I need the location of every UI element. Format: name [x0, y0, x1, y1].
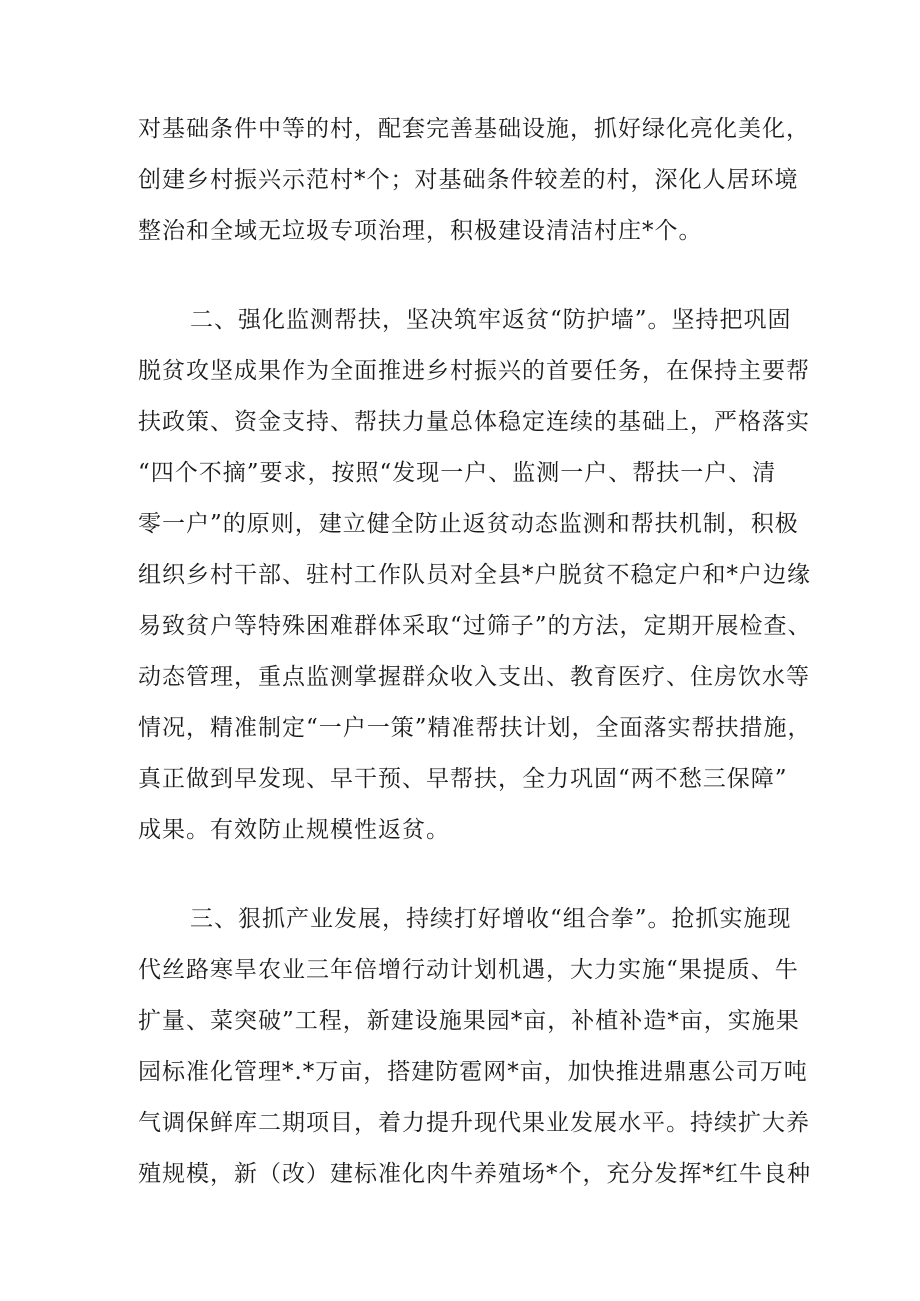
text-line: 脱贫攻坚成果作为全面推进乡村振兴的首要任务，在保持主要帮 — [138, 358, 810, 384]
text-line: 零一户”的原则，建立健全防止返贫动态监测和帮扶机制，积极 — [138, 511, 799, 537]
text-line: 殖规模，新（改）建标准化肉牛养殖场*个，充分发挥*红牛良种 — [138, 1161, 811, 1187]
text-line: 代丝路寒旱农业三年倍增行动计划机遇，大力实施“果提质、牛 — [138, 957, 799, 983]
text-line: 易致贫户等特殊困难群体采取“过筛子”的方法，定期开展检查、 — [138, 613, 812, 639]
text-line: 对基础条件中等的村，配套完善基础设施，抓好绿化亮化美化， — [138, 116, 810, 142]
text-line: “四个不摘”要求，按照“发现一户、监测一户、帮扶一户、清 — [138, 460, 777, 486]
text-line: 组织乡村干部、驻村工作队员对全县*户脱贫不稳定户和*户边缘 — [138, 562, 811, 588]
text-line: 园标准化管理*.*万亩，搭建防雹网*亩，加快推进鼎惠公司万吨 — [138, 1059, 808, 1085]
text-line: 情况，精准制定“一户一策”精准帮扶计划，全面落实帮扶措施， — [138, 715, 812, 741]
text-line: 成果。有效防止规模性返贫。 — [138, 817, 450, 843]
text-line: 气调保鲜库二期项目，着力提升现代果业发展水平。持续扩大养 — [138, 1110, 810, 1136]
text-line: 扶政策、资金支持、帮扶力量总体稳定连续的基础上，严格落实 — [138, 409, 810, 435]
text-line: 扩量、菜突破”工程，新建设施果园*亩，补植补造*亩，实施果 — [138, 1008, 800, 1034]
section-heading-line: 二、强化监测帮扶，坚决筑牢返贫“防护墙”。坚持把巩固 — [190, 307, 792, 333]
text-line: 创建乡村振兴示范村*个；对基础条件较差的村，深化人居环境 — [138, 167, 799, 193]
text-line: 整治和全域无垃圾专项治理，积极建设清洁村庄*个。 — [138, 218, 703, 244]
text-line: 真正做到早发现、早干预、早帮扶，全力巩固“两不愁三保障” — [138, 766, 788, 792]
text-line: 动态管理，重点监测掌握群众收入支出、教育医疗、住房饮水等 — [138, 664, 810, 690]
section-heading-line: 三、狠抓产业发展，持续打好增收“组合拳”。抢抓实施现 — [190, 906, 792, 932]
